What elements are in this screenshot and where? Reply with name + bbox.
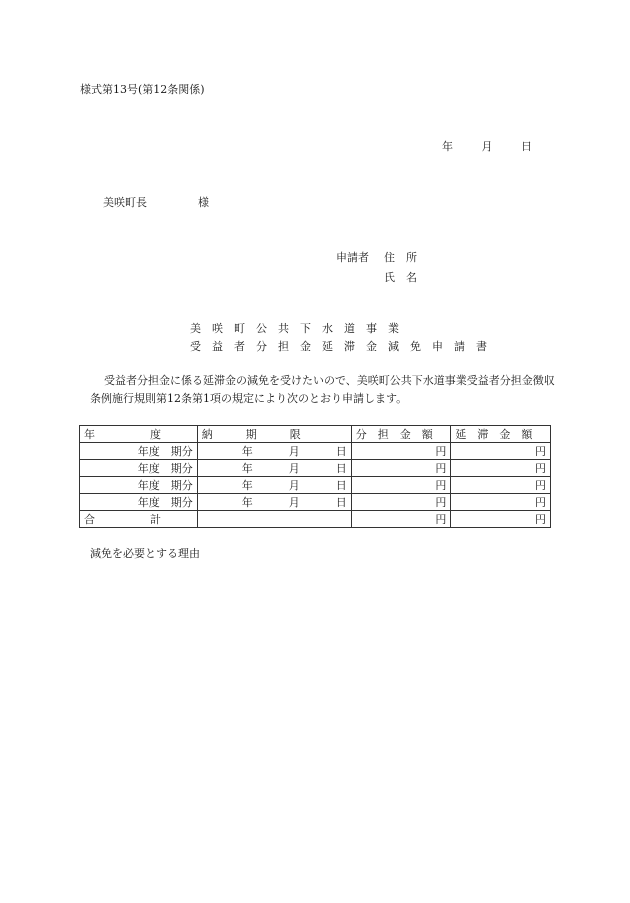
header-due-date: 納 期 限 xyxy=(197,426,351,443)
table-row xyxy=(80,460,551,477)
cell-total-label: 合 計 xyxy=(80,511,198,528)
addressee-name: 美咲町長 xyxy=(103,196,147,209)
cell-late-yen: 円 xyxy=(451,460,551,477)
due-year: 年 xyxy=(241,479,253,492)
cell-late-yen: 円 xyxy=(451,494,551,511)
due-year: 年 xyxy=(241,445,253,458)
applicant-name-label: 氏 名 xyxy=(384,271,417,284)
due-year: 年 xyxy=(241,496,253,509)
applicant-address-label: 住 所 xyxy=(384,251,417,264)
body-paragraph: 受益者分担金に係る延滞金の減免を受けたいので、美咲町公共下水道事業受益者分担金徴収条例施行規則第12条第1項の規定により次のとおり申請します。 xyxy=(90,374,555,405)
addressee-honorific: 様 xyxy=(198,196,209,209)
date-day: 日 xyxy=(521,140,532,153)
cell-due-date xyxy=(197,460,351,477)
cell-due-date xyxy=(197,477,351,494)
cell-total-late-yen: 円 xyxy=(451,511,551,528)
due-day: 日 xyxy=(335,496,347,509)
due-day: 日 xyxy=(335,462,347,475)
title-line-2: 受益者分担金延滞金減免申請書 xyxy=(190,340,498,353)
cell-fiscal: 年度 期分 xyxy=(80,494,198,511)
cell-share-yen: 円 xyxy=(351,477,451,494)
cell-total-blank xyxy=(197,511,351,528)
date-line xyxy=(442,138,532,154)
date-month: 月 xyxy=(481,140,493,153)
cell-share-yen: 円 xyxy=(351,460,451,477)
cell-late-yen: 円 xyxy=(451,443,551,460)
cell-due-date xyxy=(197,494,351,511)
cell-share-yen: 円 xyxy=(351,443,451,460)
due-day: 日 xyxy=(335,479,347,492)
header-share-amount: 分 担 金 額 xyxy=(351,426,451,443)
due-month: 月 xyxy=(288,462,300,475)
addressee xyxy=(103,194,209,210)
header-fiscal-year: 年 度 xyxy=(80,426,198,443)
due-month: 月 xyxy=(288,445,300,458)
date-year: 年 xyxy=(442,140,453,153)
due-month: 月 xyxy=(288,496,300,509)
cell-late-yen: 円 xyxy=(451,477,551,494)
applicant-block xyxy=(336,248,417,288)
table-row xyxy=(80,443,551,460)
table-total-row xyxy=(80,511,551,528)
body-text xyxy=(90,372,560,408)
header-late-amount: 延 滞 金 額 xyxy=(451,426,551,443)
reason-label: 減免を必要とする理由 xyxy=(90,547,200,560)
cell-fiscal: 年度 期分 xyxy=(80,460,198,477)
cell-share-yen: 円 xyxy=(351,494,451,511)
cell-due-date xyxy=(197,443,351,460)
due-month: 月 xyxy=(288,479,300,492)
due-year: 年 xyxy=(241,462,253,475)
fee-table xyxy=(79,425,551,528)
title-line-1: 美咲町公共下水道事業 xyxy=(190,322,410,335)
cell-total-share-yen: 円 xyxy=(351,511,451,528)
cell-fiscal: 年度 期分 xyxy=(80,443,198,460)
table-row xyxy=(80,477,551,494)
due-day: 日 xyxy=(335,445,347,458)
table-row xyxy=(80,494,551,511)
table-header-row xyxy=(80,426,551,443)
form-number: 様式第13号(第12条関係) xyxy=(80,83,205,96)
document-title xyxy=(0,320,630,356)
cell-fiscal: 年度 期分 xyxy=(80,477,198,494)
applicant-label: 申請者 xyxy=(336,251,369,264)
